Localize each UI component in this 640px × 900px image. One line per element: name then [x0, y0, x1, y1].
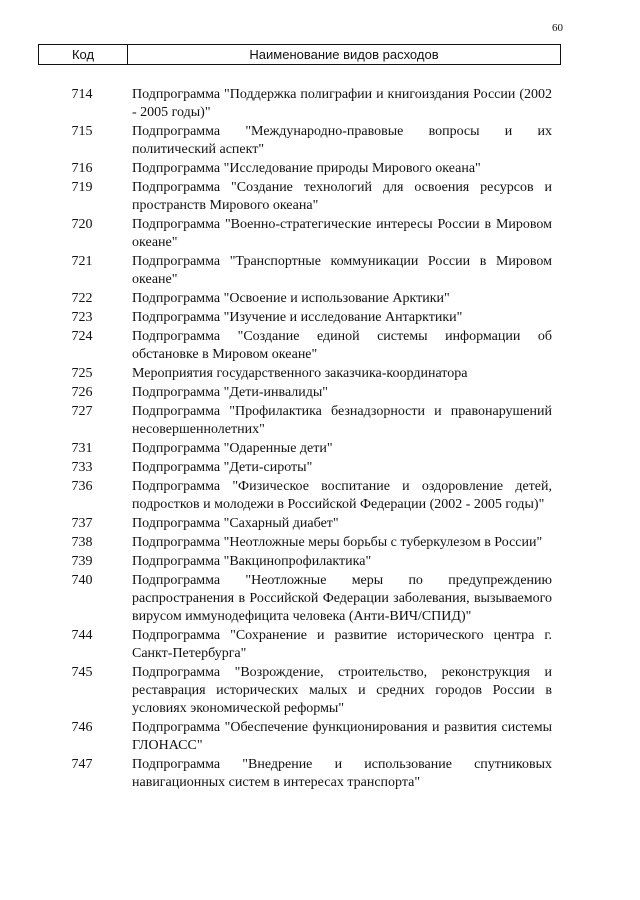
- row-description: Подпрограмма "Дети-сироты": [132, 460, 313, 475]
- table-row: [38, 123, 561, 159]
- row-description: Подпрограмма "Профилактика безнадзорности и правонарушений несовершеннолетних": [132, 404, 552, 437]
- row-description: Подпрограмма "Дети-инвалиды": [132, 385, 329, 400]
- table-row: [38, 572, 561, 626]
- row-description: Подпрограмма "Изучение и исследование Антарктики": [132, 310, 463, 325]
- row-code: 746: [71, 720, 93, 735]
- row-code: 744: [71, 628, 93, 643]
- row-description: Подпрограмма "Поддержка полиграфии и книгоиздания России (2002 - 2005 годы)": [132, 87, 552, 120]
- row-code: 745: [71, 665, 93, 680]
- row-description: Подпрограмма "Исследование природы Мирового океана": [132, 161, 481, 176]
- table-row: [38, 664, 561, 718]
- row-description: Подпрограмма "Физическое воспитание и оздоровление детей, подростков и молодежи в Российской Федерации (2002 - 2005 годы)": [132, 479, 552, 512]
- row-description: Подпрограмма "Создание единой системы информации об обстановке в Мировом океане": [132, 329, 552, 362]
- row-description: Подпрограмма "Военно-стратегические интересы России в Мировом океане": [132, 217, 552, 250]
- row-description: Подпрограмма "Освоение и использование Арктики": [132, 291, 450, 306]
- header-code: Код: [39, 45, 128, 64]
- table-row: [38, 253, 561, 289]
- row-code: 731: [71, 441, 93, 456]
- row-code: 716: [71, 161, 93, 176]
- table-row: [38, 534, 561, 552]
- row-description: Подпрограмма "Неотложные меры борьбы с туберкулезом в России": [132, 535, 543, 550]
- row-description: Мероприятия государственного заказчика-координатора: [132, 366, 468, 381]
- table-header: [38, 44, 561, 65]
- row-description: Подпрограмма "Обеспечение функционирования и развития системы ГЛОНАСС": [132, 720, 552, 753]
- row-code: 737: [71, 516, 93, 531]
- row-code: 733: [71, 460, 93, 475]
- row-code: 736: [71, 479, 93, 494]
- table-row: [38, 719, 561, 755]
- row-code: 740: [71, 573, 93, 588]
- table-row: [38, 553, 561, 571]
- row-code: 723: [71, 310, 93, 325]
- table-row: [38, 86, 561, 122]
- table-row: [38, 328, 561, 364]
- row-description: Подпрограмма "Международно-правовые вопросы и их политический аспект": [132, 124, 552, 157]
- row-code: 715: [71, 124, 93, 139]
- row-code: 714: [71, 87, 93, 102]
- row-code: 727: [71, 404, 93, 419]
- row-description: Подпрограмма "Создание технологий для освоения ресурсов и пространств Мирового океана": [132, 180, 552, 213]
- row-description: Подпрограмма "Внедрение и использование спутниковых навигационных систем в интересах транспорта": [132, 757, 552, 790]
- page-number: 60: [552, 22, 563, 34]
- row-code: 720: [71, 217, 93, 232]
- table-row: [38, 440, 561, 458]
- table-row: [38, 290, 561, 308]
- row-code: 722: [71, 291, 93, 306]
- expense-list: [38, 86, 561, 793]
- row-description: Подпрограмма "Одаренные дети": [132, 441, 333, 456]
- table-row: [38, 160, 561, 178]
- row-code: 724: [71, 329, 93, 344]
- table-row: [38, 216, 561, 252]
- row-description: Подпрограмма "Транспортные коммуникации России в Мировом океане": [132, 254, 552, 287]
- row-code: 719: [71, 180, 93, 195]
- table-row: [38, 478, 561, 514]
- table-row: [38, 515, 561, 533]
- row-code: 725: [71, 366, 93, 381]
- row-description: Подпрограмма "Вакцинопрофилактика": [132, 554, 372, 569]
- row-description: Подпрограмма "Сахарный диабет": [132, 516, 339, 531]
- row-code: 747: [71, 757, 93, 772]
- table-row: [38, 365, 561, 383]
- table-row: [38, 459, 561, 477]
- row-description: Подпрограмма "Сохранение и развитие исторического центра г. Санкт-Петербурга": [132, 628, 552, 661]
- table-row: [38, 403, 561, 439]
- row-description: Подпрограмма "Возрождение, строительство, реконструкция и реставрация исторических малых и средних городов России в условиях экономической реформы": [132, 665, 552, 716]
- table-row: [38, 627, 561, 663]
- row-code: 726: [71, 385, 93, 400]
- table-row: [38, 756, 561, 792]
- table-row: [38, 384, 561, 402]
- table-row: [38, 309, 561, 327]
- row-description: Подпрограмма "Неотложные меры по предупреждению распространения в Российской Федерации заболевания, вызываемого вирусом иммунодефицита человека (Анти-ВИЧ/СПИД)": [132, 573, 552, 624]
- row-code: 738: [71, 535, 93, 550]
- row-code: 721: [71, 254, 93, 269]
- header-name: Наименование видов расходов: [249, 47, 439, 62]
- table-row: [38, 179, 561, 215]
- row-code: 739: [71, 554, 93, 569]
